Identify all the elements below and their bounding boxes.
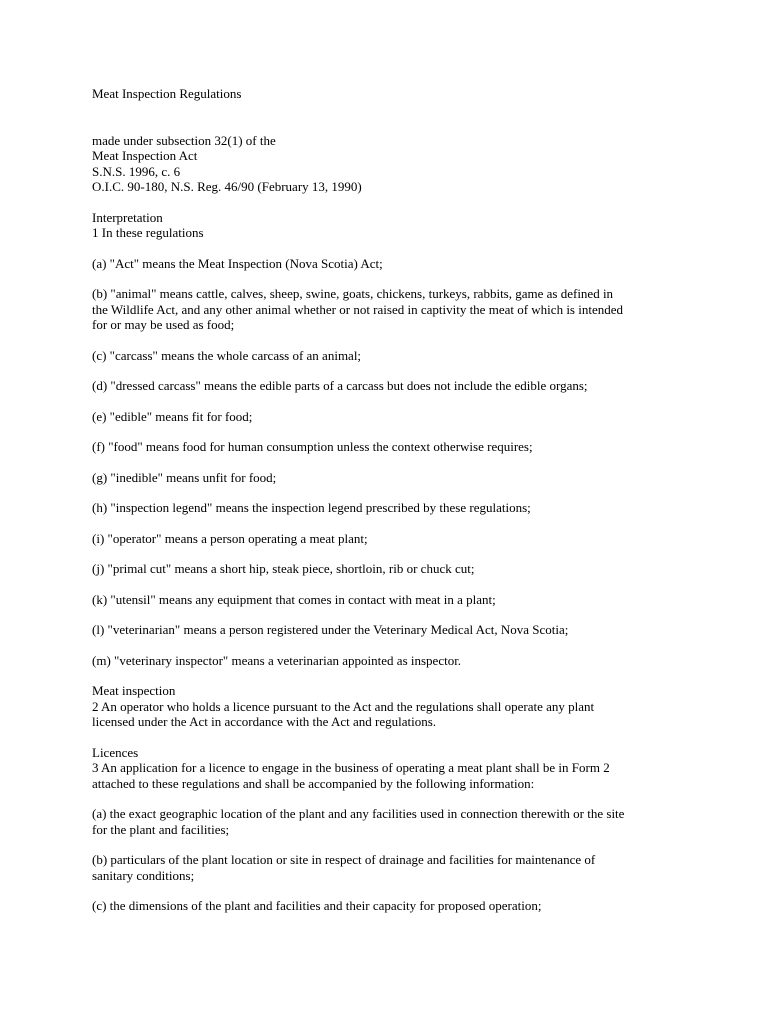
- enabling-authority: [92, 133, 692, 195]
- definition-a: [92, 256, 692, 272]
- definition-k: [92, 592, 692, 608]
- definition-e: [92, 409, 692, 425]
- licence-item-line: sanitary conditions;: [92, 867, 195, 883]
- meat-inspection-heading: Meat inspection: [92, 683, 176, 698]
- licences-heading: Licences: [92, 744, 139, 760]
- licence-item-line: for the plant and facilities;: [92, 821, 230, 837]
- definition-line: for or may be used as food;: [92, 317, 235, 332]
- definition-line: (e) "edible" means fit for food;: [92, 408, 253, 424]
- definition-h: [92, 500, 692, 516]
- section-text-line: 3 An application for a licence to engage in the business of operating a meat plant shall be in Form 2: [92, 760, 610, 775]
- definition-f: [92, 439, 692, 455]
- definition-line: (a) "Act" means the Meat Inspection (Nova Scotia) Act;: [92, 255, 383, 271]
- oic-citation-line: O.I.C. 90-180, N.S. Reg. 46/90 (February 13, 1990): [92, 179, 362, 194]
- interpretation-section: [92, 210, 692, 241]
- definition-b: [92, 286, 692, 333]
- definition-line: (f) "food" means food for human consumption unless the context otherwise requires;: [92, 439, 533, 454]
- section-text-line: 2 An operator who holds a licence pursuant to the Act and the regulations shall operate any plant: [92, 698, 595, 714]
- definition-i: [92, 531, 692, 547]
- licences-section: [92, 745, 692, 792]
- document-body: [92, 86, 692, 929]
- made-under-line: made under subsection 32(1) of the: [92, 132, 276, 148]
- interpretation-intro: 1 In these regulations: [92, 225, 204, 240]
- definition-line: (c) "carcass" means the whole carcass of an animal;: [92, 347, 362, 363]
- definition-g: [92, 470, 692, 486]
- definition-d: [92, 378, 692, 394]
- definition-line: (d) "dressed carcass" means the edible parts of a carcass but does not include the edible organs;: [92, 378, 588, 393]
- interpretation-heading: Interpretation: [92, 209, 163, 225]
- act-name-line: Meat Inspection Act: [92, 148, 198, 163]
- licence-item-line: (b) particulars of the plant location or site in respect of drainage and facilities for maintenance of: [92, 852, 596, 867]
- statute-citation-line: S.N.S. 1996, c. 6: [92, 163, 181, 179]
- definition-line: (j) "primal cut" means a short hip, steak piece, shortloin, rib or chuck cut;: [92, 561, 475, 576]
- licence-item-a: [92, 806, 692, 837]
- definition-l: [92, 622, 692, 638]
- licence-item-line: (c) the dimensions of the plant and facilities and their capacity for proposed operation;: [92, 898, 542, 913]
- definition-line: (i) "operator" means a person operating a meat plant;: [92, 530, 368, 546]
- definition-line: (m) "veterinary inspector" means a veterinarian appointed as inspector.: [92, 652, 462, 668]
- definition-c: [92, 348, 692, 364]
- definition-m: [92, 653, 692, 669]
- licence-item-b: [92, 852, 692, 883]
- definition-line: (g) "inedible" means unfit for food;: [92, 469, 277, 485]
- definition-line: (l) "veterinarian" means a person registered under the Veterinary Medical Act, Nova Scotia;: [92, 622, 569, 637]
- licence-item-c: [92, 898, 692, 914]
- licence-item-line: (a) the exact geographic location of the plant and any facilities used in connection therewith or the site: [92, 806, 625, 821]
- definition-j: [92, 561, 692, 577]
- document-title: Meat Inspection Regulations: [92, 86, 242, 101]
- definition-line: (k) "utensil" means any equipment that comes in contact with meat in a plant;: [92, 591, 496, 607]
- definition-line: (b) "animal" means cattle, calves, sheep, swine, goats, chickens, turkeys, rabbits, game as defined in: [92, 286, 614, 301]
- meat-inspection-section: [92, 683, 692, 730]
- section-text-line: licensed under the Act in accordance with the Act and regulations.: [92, 714, 437, 729]
- definition-line: (h) "inspection legend" means the inspection legend prescribed by these regulations;: [92, 500, 531, 515]
- section-text-line: attached to these regulations and shall be accompanied by the following information:: [92, 775, 535, 791]
- definition-line: the Wildlife Act, and any other animal whether or not raised in captivity the meat of which is intended: [92, 301, 624, 317]
